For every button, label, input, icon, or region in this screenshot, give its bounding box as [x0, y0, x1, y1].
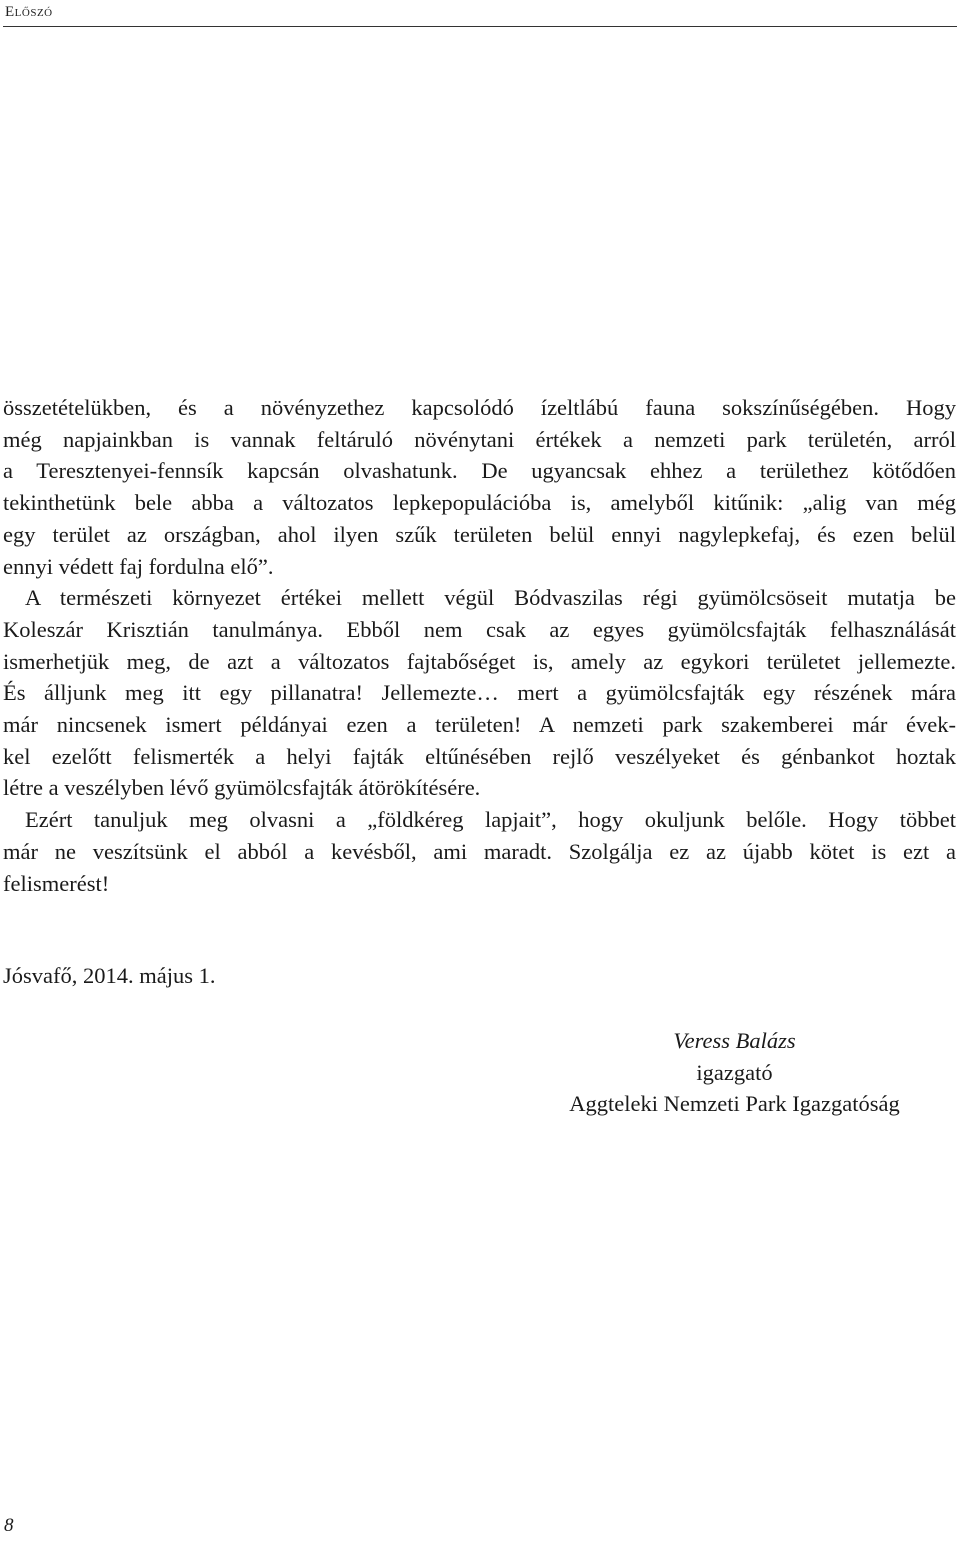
body-line: Ezért tanuljuk meg olvasni a „földkéreg lapjait”, hogy okuljunk belőle. Hogy többet	[25, 807, 956, 833]
body-line: már nincsenek ismert példányai ezen a területen! A nemzeti park szakemberei már évek-	[3, 712, 956, 738]
signature-organization: Aggteleki Nemzeti Park Igazgatóság	[569, 1091, 900, 1116]
page-number: 8	[4, 1515, 14, 1536]
body-line: ismerhetjük meg, de azt a változatos fajtabőséget is, amely az egykori területet jellemezte.	[3, 648, 956, 674]
running-head: Előszó	[5, 4, 53, 20]
header-rule	[3, 26, 957, 27]
body-line: kel ezelőtt felismerték a helyi fajták eltűnésében rejlő veszélyeket és génbankot hoztak	[3, 743, 956, 769]
body-line: létre a veszélyben lévő gyümölcsfajták átörökítésére.	[3, 775, 481, 801]
body-line: Koleszár Krisztián tanulmánya. Ebből nem csak az egyes gyümölcsfajták felhasználását	[3, 616, 956, 642]
body-line: a Teresztenyei-fennsík kapcsán olvashatunk. De ugyancsak ehhez a területhez kötődően	[3, 458, 956, 484]
body-line: összetételükben, és a növényzethez kapcsolódó ízeltlábú fauna sokszínűségében. Hogy	[3, 395, 956, 420]
body-line: még napjainkban is vannak feltáruló növénytani értékek a nemzeti park területén, arról	[3, 426, 956, 452]
body-line: egy terület az országban, ahol ilyen szűk területen belül ennyi nagylepkefaj, és ezen belül	[3, 521, 956, 547]
body-text	[3, 392, 956, 899]
body-line: már ne veszítsünk el abból a kevésből, ami maradt. Szolgálja ez az újabb kötet is ezt a	[3, 838, 956, 864]
signature-role: igazgató	[696, 1059, 773, 1085]
signature-name: Veress Balázs	[673, 1028, 796, 1053]
dateline: Jósvafő, 2014. május 1.	[3, 963, 216, 988]
body-line: tekinthetünk bele abba a változatos lepkepopulációba is, amelyből kitűnik: „alig van még	[3, 490, 956, 516]
body-line: A természeti környezet értékei mellett végül Bódvaszilas régi gyümölcsöseit mutatja be	[25, 585, 956, 611]
signature-block	[534, 1025, 935, 1120]
body-line: ennyi védett faj fordulna elő”.	[3, 553, 274, 579]
body-line: felismerést!	[3, 870, 110, 896]
body-line: És álljunk meg itt egy pillanatra! Jellemezte… mert a gyümölcsfajták egy részének mára	[3, 680, 956, 706]
